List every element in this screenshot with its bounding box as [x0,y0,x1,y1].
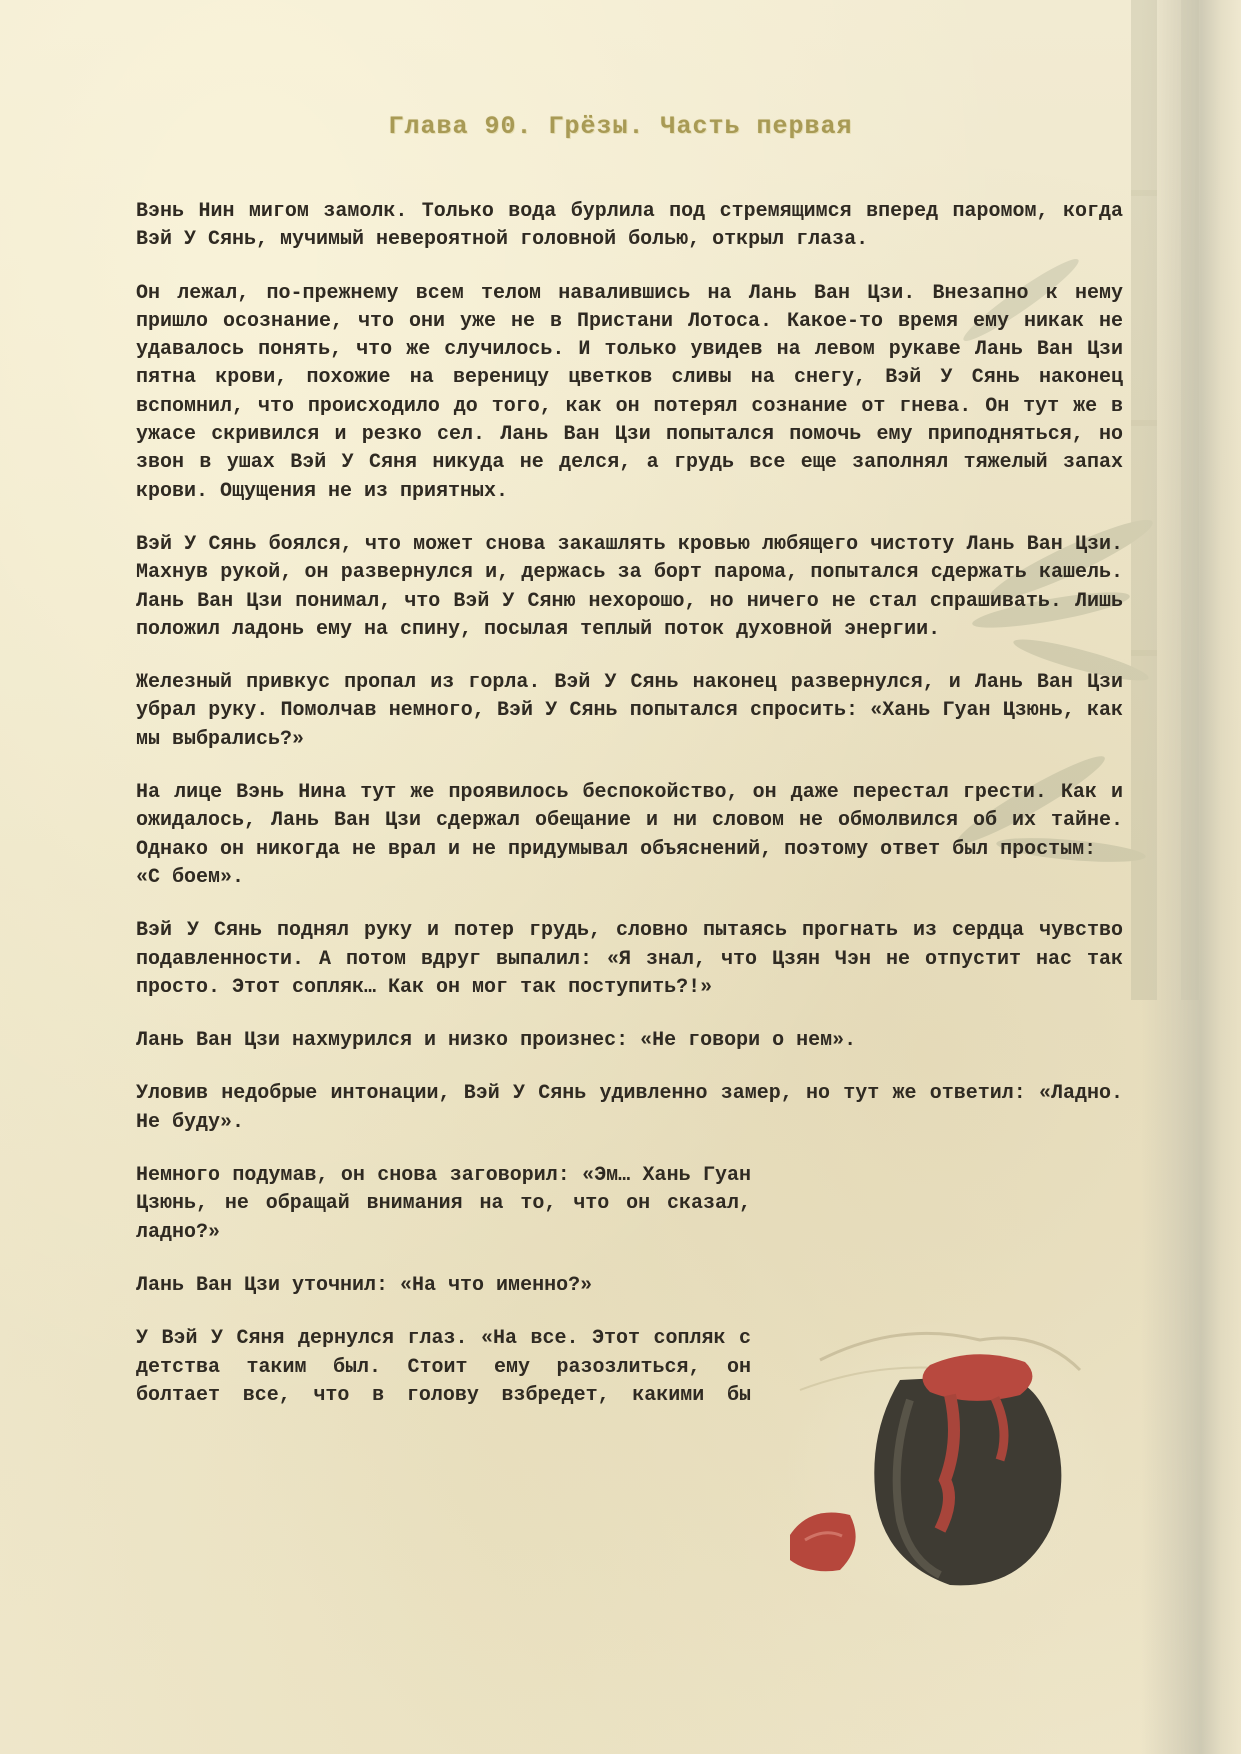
chapter-title: Глава 90. Грёзы. Часть первая [388,112,853,141]
paragraph: Немного подумав, он снова заговорил: «Эм… Хань Гуан Цзюнь, не обращай внимания на то, что он сказал, ладно?» [136,1164,751,1244]
right-edge-shadow [1141,0,1241,1754]
paragraph: Он лежал, по-прежнему всем телом навалившись на Лань Ван Цзи. Внезапно к нему пришло осознание, что они уже не в Пристани Лотоса. Какое-то время ему никак не удавалось понять, что же случилось. И только увидев на левом рукаве Лань Ван Цзи пятна крови, похожие на вереницу цветков сливы на снегу, Вэй У Сянь наконец вспомнил, что происходило до того, как он потерял сознание от гнева. Он тут же в ужасе скривился и резко сел. Лань Ван Цзи попытался помочь ему приподняться, но звон в ушах Вэй У Сяня никуда не делся, а грудь все еще заполнял тяжелый запах крови. Ощущения не из приятных. [136,281,1123,503]
chapter-body [136,198,1123,1435]
paragraph: Вэй У Сянь боялся, что может снова закашлять кровью любящего чистоту Лань Ван Цзи. Махнув рукой, он развернулся и, держась за борт парома, попытался сдержать кашель. Лань Ван Цзи понимал, что Вэй У Сяню нехорошо, но ничего не стал спрашивать. Лишь положил ладонь ему на спину, посылая теплый поток духовной энергии. [136,532,1123,641]
paragraph: Уловив недобрые интонации, Вэй У Сянь удивленно замер, но тут же ответил: «Ладно. Не буду». [136,1082,1123,1134]
paragraph: Вэй У Сянь поднял руку и потер грудь, словно пытаясь прогнать из сердца чувство подавленности. А потом вдруг выпалил: «Я знал, что Цзян Чэн не отпустит нас так просто. Этот сопляк… Как он мог так поступить?!» [136,919,1123,999]
paragraph: Лань Ван Цзи нахмурился и низко произнес: «Не говори о нем». [136,1029,857,1053]
paragraph: Лань Ван Цзи уточнил: «На что именно?» [136,1273,593,1297]
paragraph: Железный привкус пропал из горла. Вэй У Сянь наконец развернулся, и Лань Ван Цзи убрал руку. Помолчав немного, Вэй У Сянь попытался спросить: «Хань Гуан Цзюнь, как мы выбрались?» [136,671,1123,751]
paragraph: На лице Вэнь Нина тут же проявилось беспокойство, он даже перестал грести. Как и ожидалось, Лань Ван Цзи сдержал обещание и ни словом не обмолвился об их тайне. Однако он никогда не врал и не придумывал объяснений, поэтому ответ был простым: «С боем». [136,781,1123,889]
paragraph: У Вэй У Сяня дернулся глаз. «На все. Этот сопляк с детства таким был. Стоит ему разозлиться, он болтает все, что в голову взбредет, какими бы [136,1327,751,1407]
paragraph: Вэнь Нин мигом замолк. Только вода бурлила под стремящимся вперед паромом, когда Вэй У Сянь, мучимый невероятной головной болью, открыл глаза. [136,200,1123,252]
